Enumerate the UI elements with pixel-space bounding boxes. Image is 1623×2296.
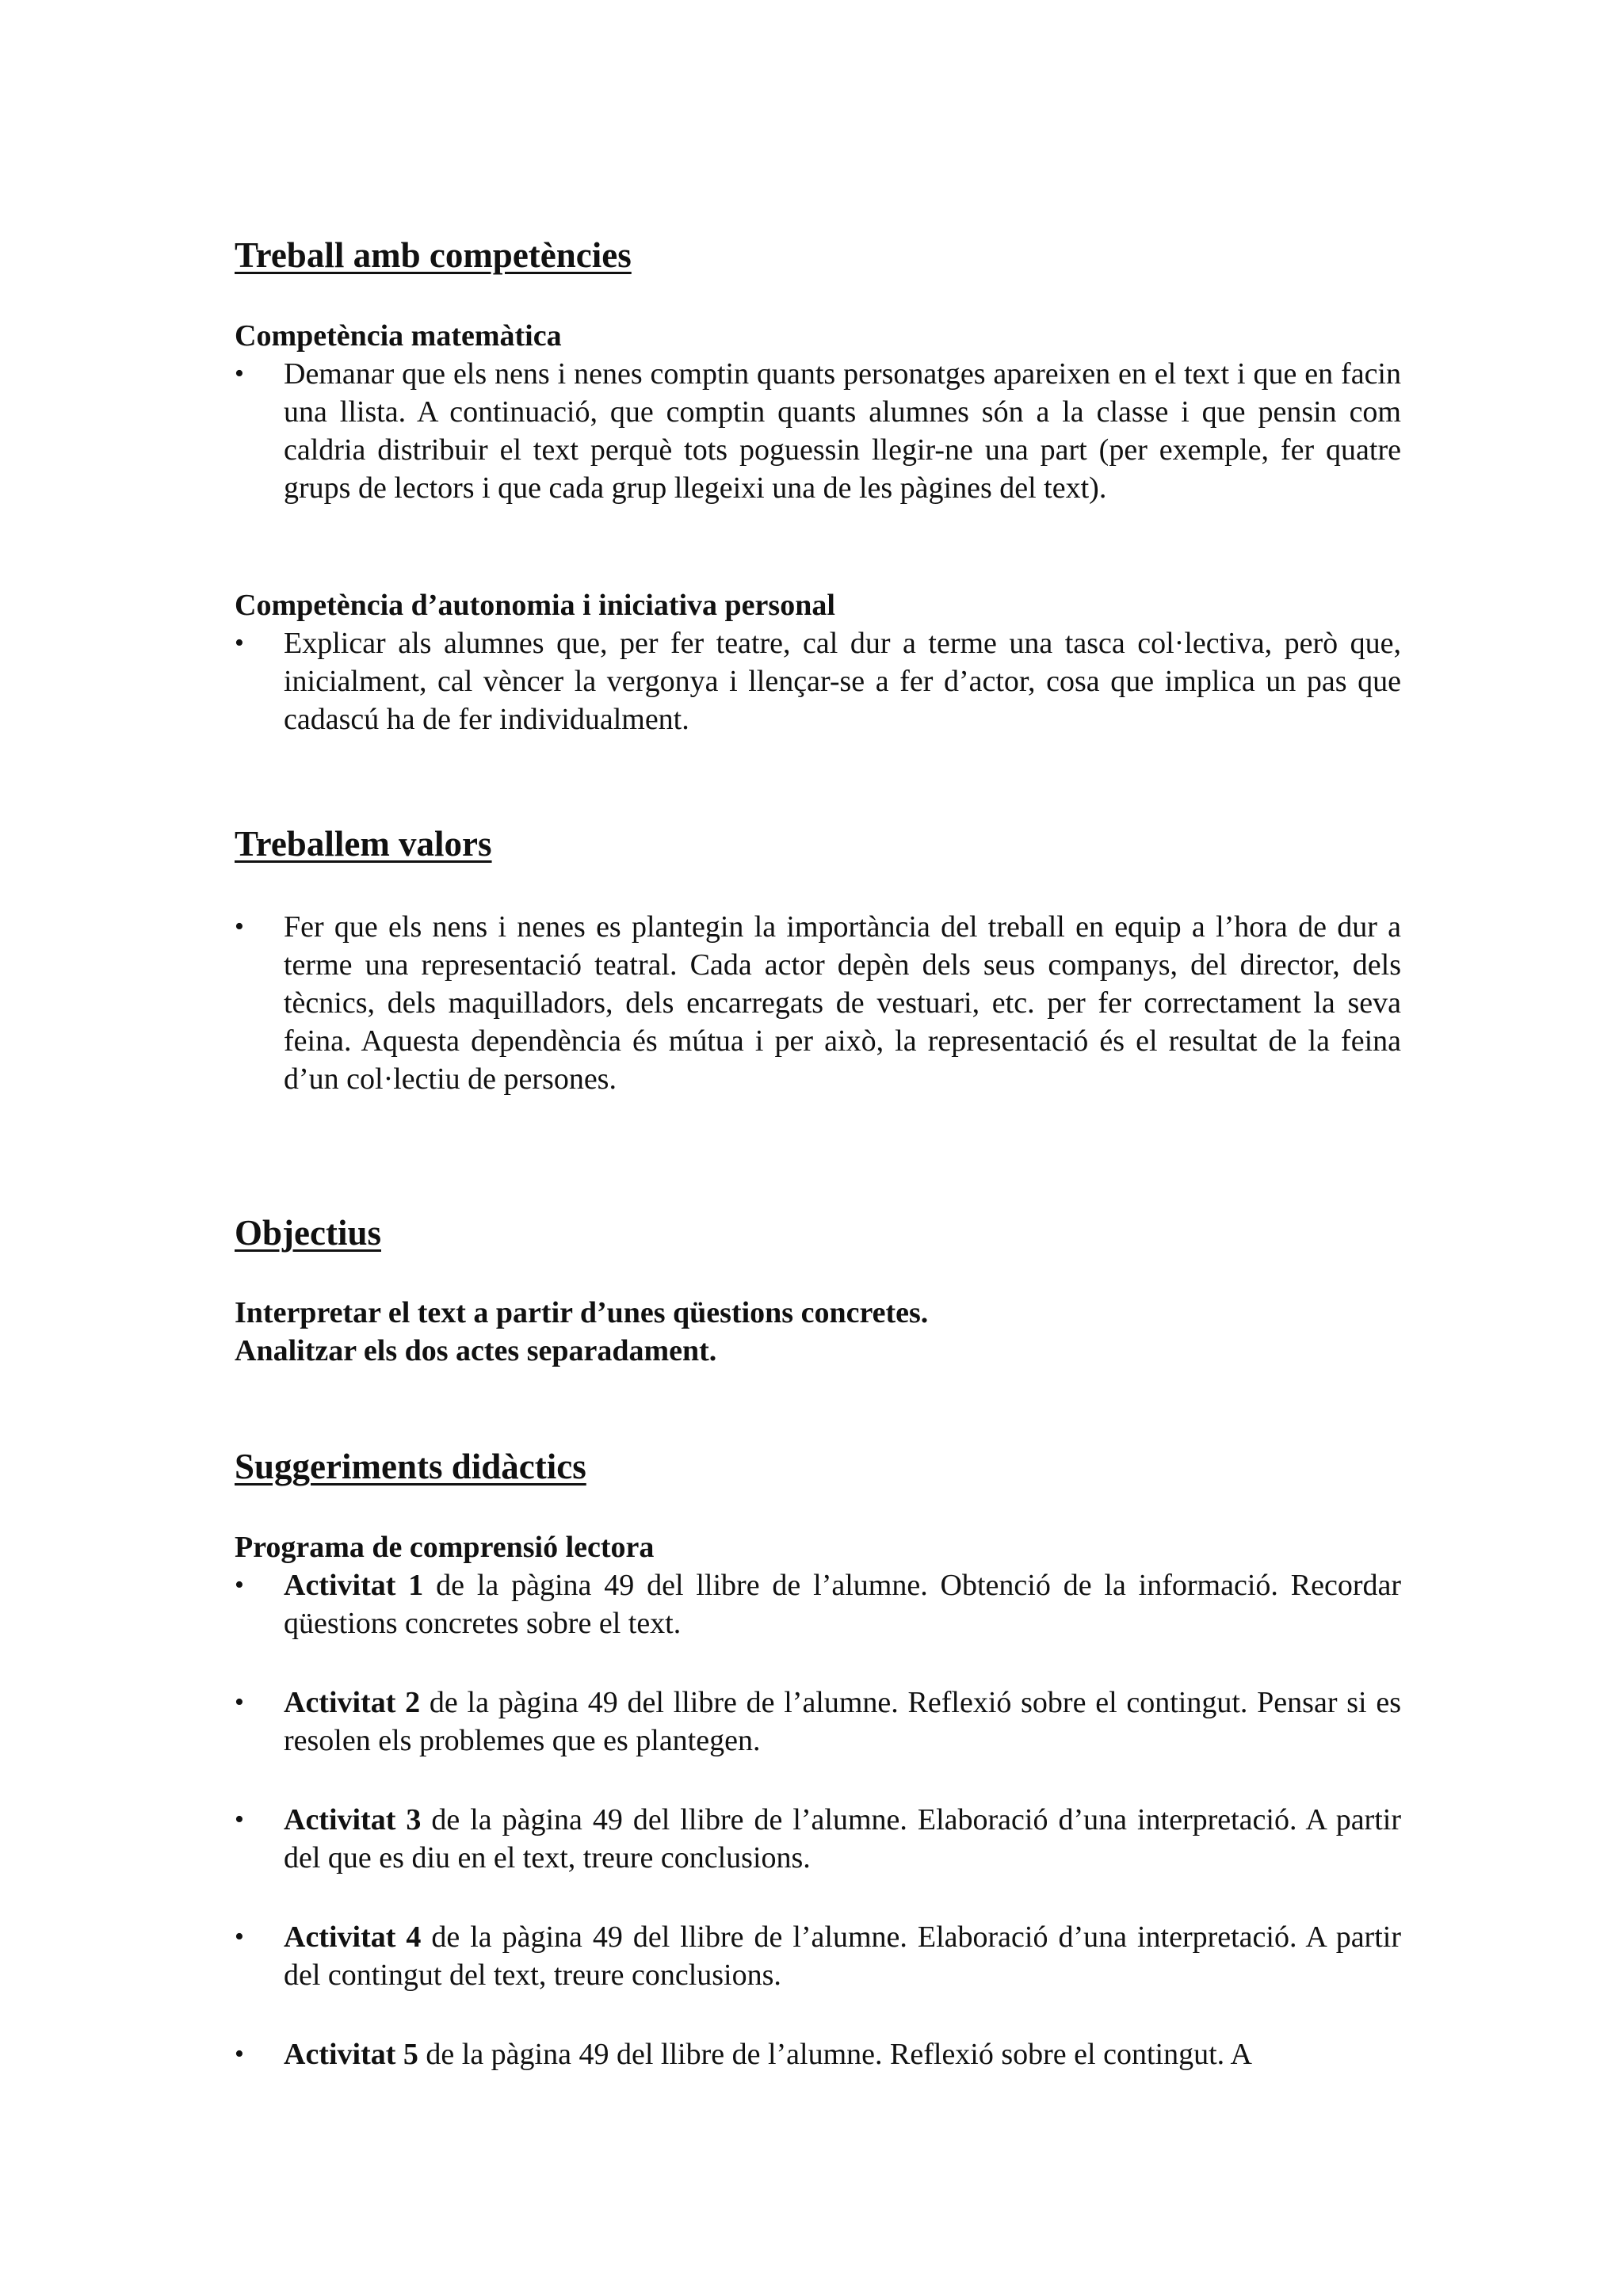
- list-item-activity-5: [235, 2035, 1401, 2073]
- activity-text: de la pàgina 49 del llibre de l’alumne. Reflexió sobre el contingut. Pensar si es resolen els problemes que es plantegen.: [284, 1686, 1401, 1757]
- section-title-objectives: Objectius: [235, 1213, 381, 1253]
- section-competencies: [235, 233, 1401, 277]
- activity-item: [235, 1918, 1401, 1994]
- list-item-activity-1: [235, 1566, 1401, 1642]
- list-item-values: [235, 908, 1401, 1098]
- activity-item: [235, 2035, 1401, 2073]
- activity-item: [235, 1684, 1401, 1760]
- activity-text: de la pàgina 49 del llibre de l’alumne. Obtenció de la informació. Recordar qüestions concretes sobre el text.: [284, 1569, 1402, 1640]
- section-title-competencies: Treball amb competències: [235, 235, 632, 275]
- list-item-text: Explicar als alumnes que, per fer teatre, cal dur a terme una tasca col·lectiva, però que, inicialment, cal vèncer la vergonya i llençar-se a fer d’actor, cosa que implica un pas que cadascú ha de fer individualment.: [284, 627, 1401, 736]
- activity-label: Activitat 1: [284, 1569, 424, 1602]
- reading-program: [235, 1528, 1401, 1566]
- list-item-text: Fer que els nens i nenes es plantegin la importància del treball en equip a l’hora de dur a terme una representació teatral. Cada actor depèn dels seus companys, del director, dels tècnics, dels maquilladors, dels encarregats de vestuari, etc. per fer correctament la seva feina. Aquesta dependència és mútua i per això, la representació és el resultat de la feina d’un col·lectiu de persones.: [284, 910, 1401, 1096]
- subheading-autonomy: Competència d’autonomia i iniciativa personal: [235, 589, 835, 622]
- list-item-math: [235, 355, 1401, 507]
- activity-text: de la pàgina 49 del llibre de l’alumne. Reflexió sobre el contingut. A: [418, 2038, 1252, 2071]
- section-suggestions: [235, 1444, 1401, 1489]
- section-objectives: [235, 1211, 1401, 1255]
- bullet-icon: •: [235, 1805, 244, 1834]
- objective-line-1: Interpretar el text a partir d’unes qüestions concretes.: [235, 1296, 929, 1329]
- activity-label: Activitat 2: [284, 1686, 421, 1719]
- activity-item: [235, 1566, 1401, 1642]
- values-list: [235, 908, 1401, 1098]
- activity-text: de la pàgina 49 del llibre de l’alumne. Elaboració d’una interpretació. A partir del que es diu en el text, treure conclusions.: [284, 1803, 1401, 1875]
- subheading-math: Competència matemàtica: [235, 319, 562, 353]
- bullet-icon: •: [235, 628, 244, 658]
- bullet-icon: •: [235, 2039, 244, 2069]
- bullet-icon: •: [235, 912, 244, 941]
- activity-item: [235, 1801, 1401, 1877]
- list-item-activity-2: [235, 1684, 1401, 1760]
- activity-text: de la pàgina 49 del llibre de l’alumne. Elaboració d’una interpretació. A partir del contingut del text, treure conclusions.: [284, 1920, 1401, 1992]
- bullet-icon: •: [235, 359, 244, 388]
- section-values: [235, 822, 1401, 866]
- objective-line-2: Analitzar els dos actes separadament.: [235, 1334, 717, 1367]
- bullet-icon: •: [235, 1922, 244, 1951]
- objectives-lines: [235, 1294, 1401, 1370]
- list-item-activity-3: [235, 1801, 1401, 1877]
- subsection-autonomy: [235, 586, 1401, 738]
- list-item-text: Demanar que els nens i nenes comptin quants personatges apareixen en el text i que en facin una llista. A continuació, que comptin quants alumnes són a la classe i que pensin com caldria distribuir el text perquè tots poguessin llegir-ne una part (per exemple, fer quatre grups de lectors i que cada grup llegeixi una de les pàgines del text).: [284, 357, 1401, 505]
- bullet-icon: •: [235, 1570, 244, 1600]
- subsection-math: [235, 317, 1401, 507]
- list-item-autonomy: [235, 624, 1401, 738]
- section-title-values: Treballem valors: [235, 824, 492, 864]
- bullet-icon: •: [235, 1688, 244, 1717]
- subheading-reading-program: Programa de comprensió lectora: [235, 1531, 655, 1564]
- section-title-suggestions: Suggeriments didàctics: [235, 1447, 586, 1486]
- activity-label: Activitat 3: [284, 1803, 422, 1836]
- activity-label: Activitat 4: [284, 1920, 422, 1954]
- activity-label: Activitat 5: [284, 2038, 418, 2071]
- list-item-activity-4: [235, 1918, 1401, 1994]
